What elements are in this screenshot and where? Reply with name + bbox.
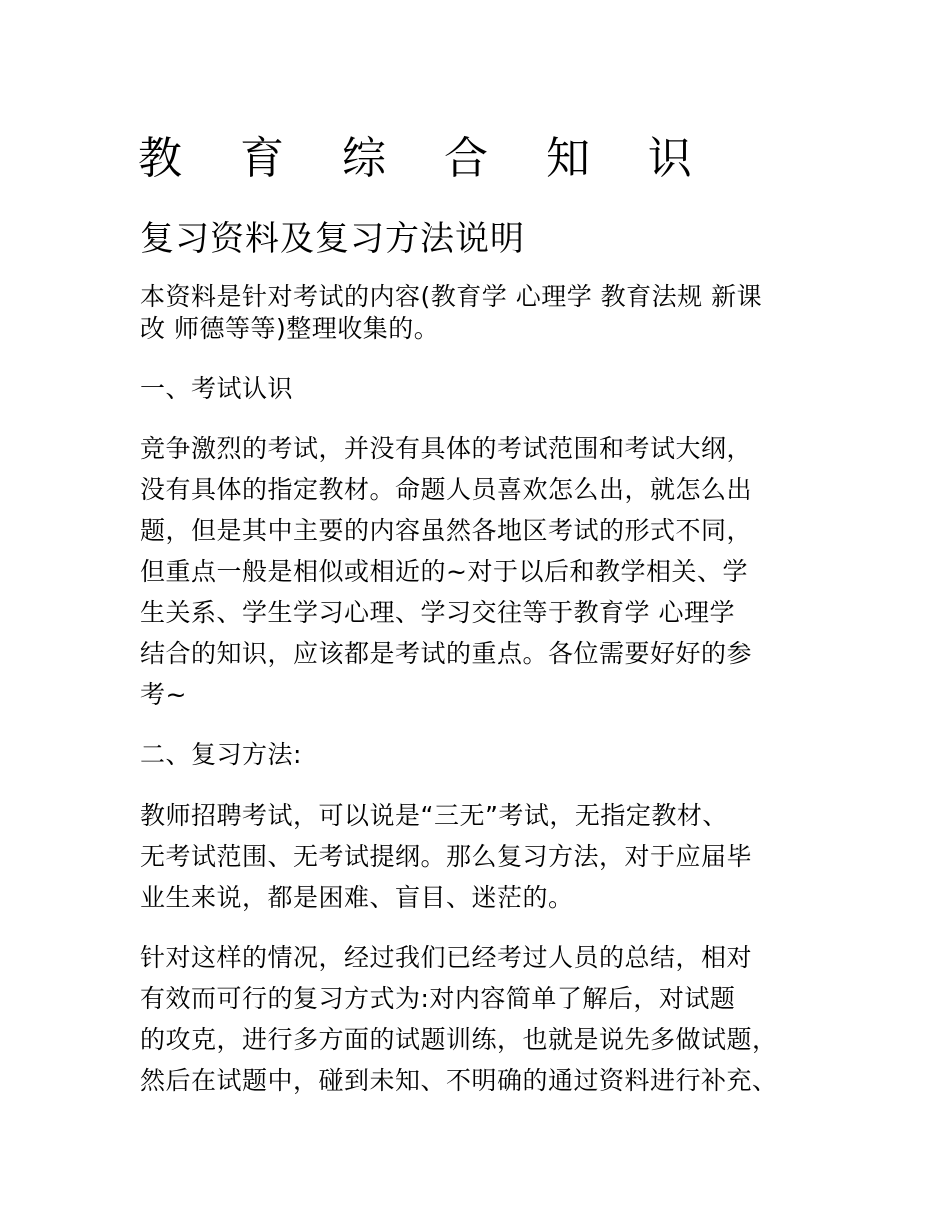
paragraph-line: 但重点一般是相似或相近的~对于以后和教学相关、学 (140, 557, 748, 586)
intro-line: 本资料是针对考试的内容(教育学 心理学 教育法规 新课 (140, 282, 763, 311)
paragraph-line: 针对这样的情况，经过我们已经考过人员的总结，相对 (140, 943, 753, 972)
paragraph-line: 考~ (140, 680, 187, 709)
paragraph-line: 竞争激烈的考试，并没有具体的考试范围和考试大纲， (140, 434, 753, 463)
document-title: 教 育 综 合 知 识 (138, 133, 714, 184)
paragraph-line: 业生来说，都是困难、盲目、迷茫的。 (140, 883, 574, 912)
section-heading-exam-understanding: 一、考试认识 (140, 374, 294, 403)
section-heading-review-method: 二、复习方法: (140, 740, 302, 769)
intro-line: 改 师德等等)整理收集的。 (140, 314, 440, 343)
paragraph-line: 有效而可行的复习方式为:对内容简单了解后，对试题 (140, 984, 736, 1013)
paragraph-line: 结合的知识，应该都是考试的重点。各位需要好好的参 (140, 639, 753, 668)
paragraph-line: 没有具体的指定教材。命题人员喜欢怎么出，就怎么出 (140, 475, 753, 504)
document-subtitle: 复习资料及复习方法说明 (140, 219, 525, 259)
paragraph-line: 教师招聘考试，可以说是“三无”考试，无指定教材、 (140, 801, 728, 830)
paragraph-line: 生关系、学生学习心理、学习交往等于教育学 心理学 (140, 598, 735, 627)
paragraph-line: 的攻克，进行多方面的试题训练，也就是说先多做试题， (140, 1025, 778, 1054)
paragraph-line: 无考试范围、无考试提纲。那么复习方法，对于应届毕 (140, 842, 753, 871)
paragraph-line: 然后在试题中，碰到未知、不明确的通过资料进行补充、 (140, 1066, 778, 1095)
paragraph-line: 题，但是其中主要的内容虽然各地区考试的形式不同， (140, 516, 753, 545)
